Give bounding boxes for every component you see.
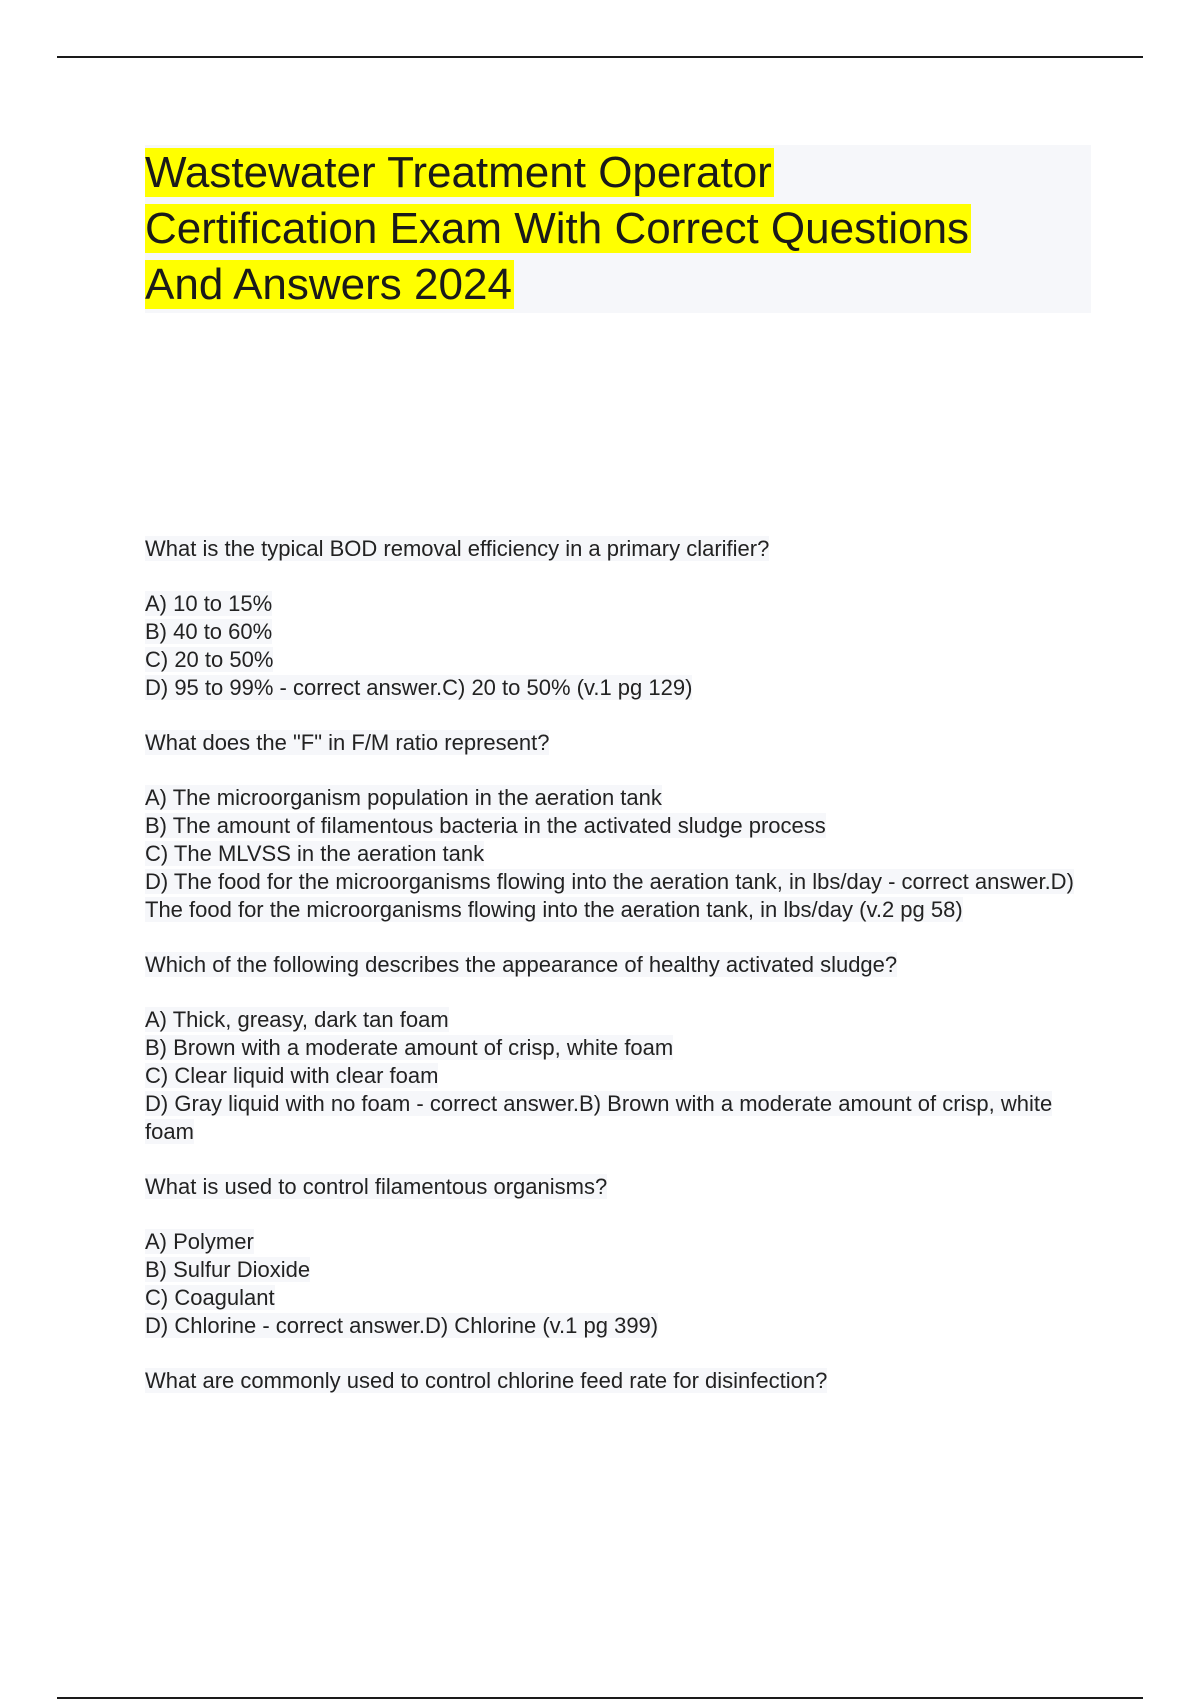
title-block [145,145,1091,313]
option-d: D) Gray liquid with no foam - correct answer.B) Brown with a moderate amount of crisp, white foam [145,1091,1053,1144]
question-list [145,535,1091,1422]
option-a: A) The microorganism population in the aeration tank [145,785,662,810]
option-a: A) Thick, greasy, dark tan foam [145,1007,449,1032]
option-d: D) The food for the microorganisms flowing into the aeration tank, in lbs/day - correct answer.D) The food for the microorganisms flowing into the aeration tank, in lbs/day (v.2 pg 58) [145,869,1074,922]
title-line: Certification Exam With Correct Questions [145,204,970,253]
option-c: C) Clear liquid with clear foam [145,1063,439,1088]
option-a: A) 10 to 15% [145,591,273,616]
option-c: C) The MLVSS in the aeration tank [145,841,485,866]
bottom-rule [57,1697,1143,1699]
question-text: What are commonly used to control chlorine feed rate for disinfection? [145,1368,828,1393]
answer-options [145,784,1091,924]
title-line: And Answers 2024 [145,260,512,309]
option-d: D) 95 to 99% - correct answer.C) 20 to 50% (v.1 pg 129) [145,675,693,700]
option-b: B) Brown with a moderate amount of crisp, white foam [145,1035,674,1060]
option-c: C) Coagulant [145,1285,275,1310]
option-c: C) 20 to 50% [145,647,274,672]
top-rule [57,56,1143,58]
question-text: What is the typical BOD removal efficiency in a primary clarifier? [145,536,770,561]
question-text: Which of the following describes the appearance of healthy activated sludge? [145,952,898,977]
option-d: D) Chlorine - correct answer.D) Chlorine (v.1 pg 399) [145,1313,659,1338]
option-b: B) The amount of filamentous bacteria in the activated sludge process [145,813,826,838]
question-item [145,1367,1091,1395]
question-item [145,951,1091,1146]
question-item [145,1173,1091,1340]
document-title [145,145,1091,313]
question-item [145,535,1091,702]
option-b: B) Sulfur Dioxide [145,1257,311,1282]
option-b: B) 40 to 60% [145,619,273,644]
answer-options [145,590,1091,702]
answer-options [145,1228,1091,1340]
question-text: What does the "F" in F/M ratio represent? [145,730,550,755]
question-item [145,729,1091,924]
question-text: What is used to control filamentous organisms? [145,1174,608,1199]
title-line: Wastewater Treatment Operator [145,148,772,197]
option-a: A) Polymer [145,1229,254,1254]
answer-options [145,1006,1091,1146]
